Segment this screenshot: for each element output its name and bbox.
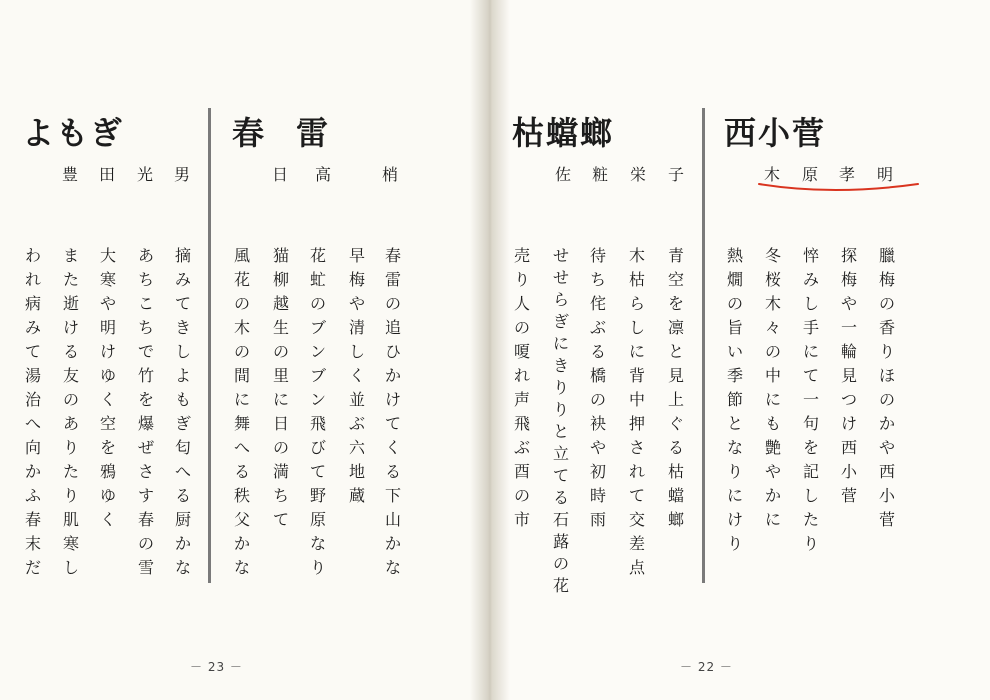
section-divider — [702, 108, 705, 583]
author-char: 男 — [173, 165, 190, 184]
verse-line: せ せ ら ぎ に き り り と 立 て る 石 蕗 の 花 — [552, 246, 569, 595]
author-char: 梢 — [381, 165, 398, 184]
author-char: 栄 — [629, 165, 646, 184]
book-gutter — [470, 0, 510, 700]
author-char: 光 — [136, 165, 153, 184]
author-char: 豊 — [61, 165, 78, 184]
page-number-left: － 23 － — [190, 660, 243, 674]
verse-line: 大 寒 や 明 け ゆ く 空 を 鴉 ゆ く — [99, 246, 116, 529]
author-char: 孝 — [838, 165, 855, 184]
author-char: 子 — [667, 165, 684, 184]
verse-line: 青 空 を 凛 と 見 上 ぐ る 枯 蟷 螂 — [667, 246, 684, 529]
verse-line: 花 虻 の ブ ン ブ ン 飛 び て 野 原 な り — [309, 246, 326, 577]
author-char: 佐 — [554, 165, 571, 184]
verse-line: 悴 み し 手 に て 一 句 を 記 し た り — [802, 246, 819, 553]
verse-line: あ ち こ ち で 竹 を 爆 ぜ さ す 春 の 雪 — [137, 246, 154, 577]
verse-line: 春 雷 の 追 ひ か け て く る 下 山 か な — [384, 246, 401, 577]
verse-line: 売 り 人 の 嗄 れ 声 飛 ぶ 酉 の 市 — [513, 246, 530, 529]
section-title-yomogi: よもぎ — [22, 114, 125, 152]
author-char: 明 — [876, 165, 893, 184]
verse-line: 摘 み て き し よ も ぎ 匂 へ る 厨 か な — [174, 246, 191, 577]
verse-line: 猫 柳 越 生 の 里 に 日 の 満 ち て — [272, 246, 289, 529]
verse-line: ま た 逝 け る 友 の あ り た り 肌 寒 し — [62, 246, 79, 577]
section-title-nishikosuge: 西小菅 — [724, 114, 827, 152]
page-number-right: － 22 － — [680, 660, 733, 674]
verse-line: 木 枯 ら し に 背 中 押 さ れ て 交 差 点 — [628, 246, 645, 577]
verse-line: わ れ 病 み て 湯 治 へ 向 か ふ 春 末 だ — [24, 246, 41, 577]
verse-line: 待 ち 侘 ぶ る 橋 の 袂 や 初 時 雨 — [589, 246, 606, 529]
author-char: 田 — [98, 165, 115, 184]
section-title-shunrai: 春 雷 — [232, 114, 329, 152]
author-char: 日 — [271, 165, 288, 184]
author-char: 木 — [763, 165, 780, 184]
verse-line: 風 花 の 木 の 間 に 舞 へ る 秩 父 か な — [233, 246, 250, 577]
verse-line: 早 梅 や 清 し く 並 ぶ 六 地 蔵 — [348, 246, 365, 505]
author-char: 高 — [314, 165, 331, 184]
section-divider — [208, 108, 211, 583]
verse-line: 冬 桜 木 々 の 中 に も 艶 や か に — [764, 246, 781, 529]
author-char: 粧 — [591, 165, 608, 184]
author-char: 原 — [801, 165, 818, 184]
verse-line: 熱 燗 の 旨 い 季 節 と な り に け り — [726, 246, 743, 553]
section-title-karetourou: 枯蟷螂 — [512, 114, 615, 152]
verse-line: 臘 梅 の 香 り ほ の か や 西 小 菅 — [878, 246, 895, 529]
verse-line: 探 梅 や 一 輪 見 つ け 西 小 菅 — [840, 246, 857, 505]
